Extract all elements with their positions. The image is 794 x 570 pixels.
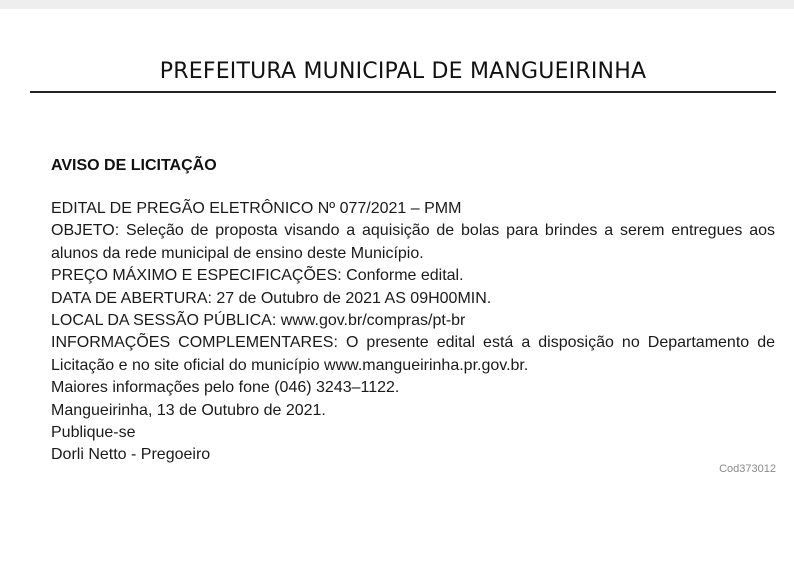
data-abertura-line: DATA DE ABERTURA: 27 de Outubro de 2021 AS 09H00MIN. [51,289,492,307]
notice-heading: AVISO DE LICITAÇÃO [51,157,217,174]
page-title: PREFEITURA MUNICIPAL DE MANGUEIRINHA [159,59,647,84]
document-header [30,56,776,93]
place-date-line: Mangueirinha, 13 de Outubro de 2021. [51,401,326,419]
local-sessao-line: LOCAL DA SESSÃO PÚBLICA: www.gov.br/compras/pt-br [51,312,466,330]
fone-line: Maiores informações pelo fone (046) 3243–1122. [51,379,400,397]
notice-body [51,155,775,467]
objeto-paragraph: OBJETO: Seleção de proposta visando a aquisição de bolas para brindes a serem entregues aos alunos da rede municipal de ensino deste Município. [51,222,775,262]
edital-line: EDITAL DE PREGÃO ELETRÔNICO Nº 077/2021 – PMM [51,200,462,217]
document-code: Cod373012 [719,463,776,475]
informacoes-paragraph: INFORMAÇÕES COMPLEMENTARES: O presente edital está a disposição no Departamento de Licitação e no site oficial do município www.mangueirinha.pr.gov.br. [51,334,775,374]
signature-line: Dorli Netto - Pregoeiro [51,446,211,464]
preco-line: PREÇO MÁXIMO E ESPECIFICAÇÕES: Conforme edital. [51,267,464,285]
publique-line: Publique-se [51,424,136,442]
top-gray-band [0,0,794,9]
